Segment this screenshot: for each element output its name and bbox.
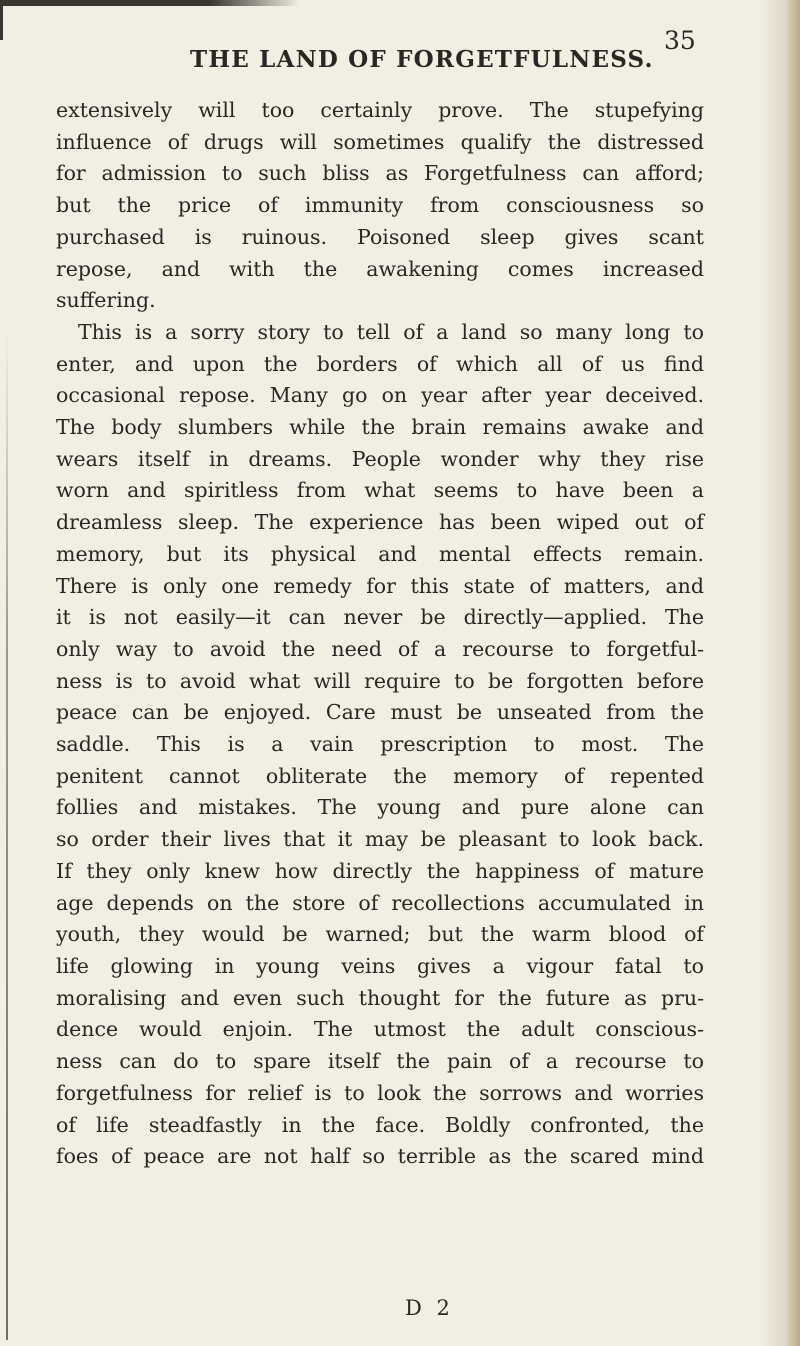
text-line: occasional repose. Many go on year after year deceived. xyxy=(56,383,704,408)
text-line: moralising and even such thought for the future as pru- xyxy=(56,985,704,1010)
text-line: ness can do to spare itself the pain of a recourse to xyxy=(56,1049,704,1074)
text-line: influence of drugs will sometimes qualify the distressed xyxy=(56,129,704,154)
text-line: dreamless sleep. The experience has been wiped out of xyxy=(56,510,704,535)
text-line: repose, and with the awakening comes increased xyxy=(56,256,704,281)
text-line: suffering. xyxy=(56,288,156,313)
text-line: There is only one remedy for this state of matters, and xyxy=(56,573,704,598)
text-line: foes of peace are not half so terrible as the scared mind xyxy=(56,1144,704,1169)
text-line: wears itself in dreams. People wonder why they rise xyxy=(56,446,704,471)
text-line: follies and mistakes. The young and pure alone can xyxy=(56,795,704,820)
scan-edge-top xyxy=(0,0,300,6)
text-line: ness is to avoid what will require to be forgotten before xyxy=(56,668,704,693)
scan-edge-left xyxy=(0,0,3,40)
text-line: peace can be enjoyed. Care must be unseated from the xyxy=(56,700,704,725)
running-head: THE LAND OF FORGETFULNESS. xyxy=(190,46,654,73)
body-text xyxy=(56,95,704,1173)
text-line: saddle. This is a vain prescription to most. The xyxy=(56,732,704,757)
page-gutter xyxy=(786,0,800,1346)
text-line: enter, and upon the borders of which all of us find xyxy=(56,351,704,376)
text-line: worn and spiritless from what seems to have been a xyxy=(56,478,704,503)
page-header xyxy=(0,26,800,86)
text-line: dence would enjoin. The utmost the adult conscious- xyxy=(56,1017,704,1042)
text-line: extensively will too certainly prove. The stupefying xyxy=(56,98,704,122)
page-number: 35 xyxy=(664,26,696,55)
text-line: purchased is ruinous. Poisoned sleep gives scant xyxy=(56,224,704,249)
text-line: but the price of immunity from consciousness so xyxy=(56,193,704,218)
text-line: only way to avoid the need of a recourse to forgetful- xyxy=(56,636,704,661)
text-line: If they only knew how directly the happiness of mature xyxy=(56,858,704,883)
text-line: so order their lives that it may be pleasant to look back. xyxy=(56,827,704,852)
text-line: for admission to such bliss as Forgetfulness can afford; xyxy=(56,161,704,186)
signature-mark: D 2 xyxy=(405,1296,454,1320)
text-line: This is a sorry story to tell of a land so many long to xyxy=(78,319,704,344)
text-line: penitent cannot obliterate the memory of repented xyxy=(56,763,704,788)
text-line: memory, but its physical and mental effects remain. xyxy=(56,541,704,566)
text-line: it is not easily—it can never be directly—applied. The xyxy=(56,605,704,630)
text-line: life glowing in young veins gives a vigour fatal to xyxy=(56,953,704,978)
text-line: forgetfulness for relief is to look the sorrows and worries xyxy=(56,1080,704,1105)
text-line: of life steadfastly in the face. Boldly confronted, the xyxy=(56,1112,704,1137)
binding-shadow xyxy=(6,330,8,1340)
text-line: age depends on the store of recollections accumulated in xyxy=(56,890,704,915)
text-line: youth, they would be warned; but the warm blood of xyxy=(56,922,704,947)
text-line: The body slumbers while the brain remains awake and xyxy=(56,415,704,440)
